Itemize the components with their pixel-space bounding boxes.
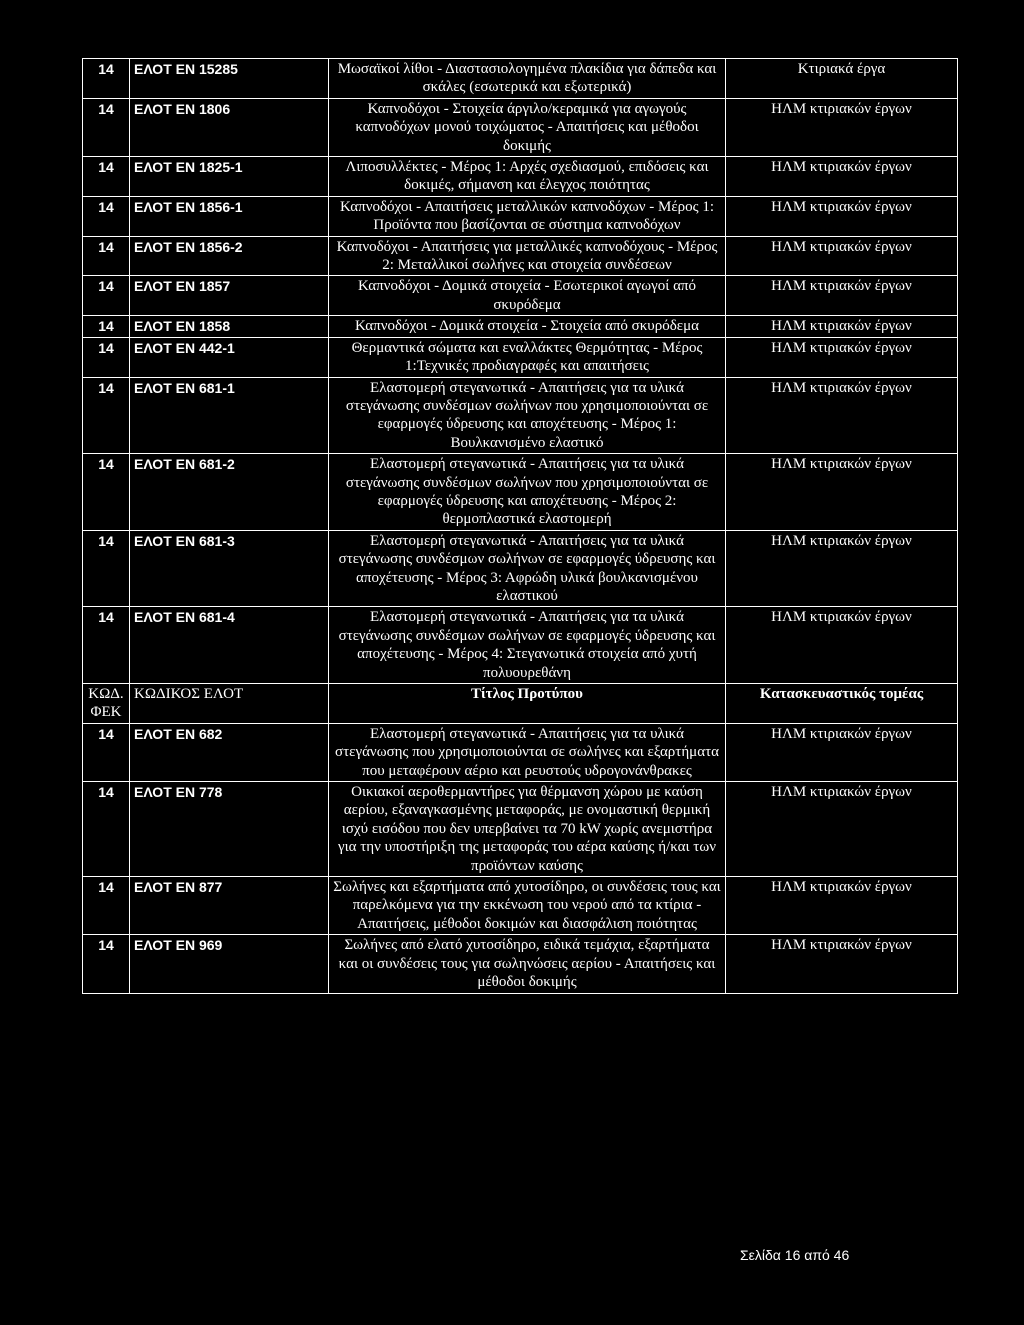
standards-table-header bbox=[83, 684, 958, 724]
row-code: ΕΛΟΤ ΕΝ 681-1 bbox=[130, 377, 329, 454]
table-row bbox=[83, 157, 958, 197]
row-code: ΕΛΟΤ ΕΝ 1825-1 bbox=[130, 157, 329, 197]
row-code: ΕΛΟΤ ΕΝ 682 bbox=[130, 723, 329, 781]
header-title: Τίτλος Προτύπου bbox=[329, 684, 726, 724]
row-sector: ΗΛΜ κτιριακών έργων bbox=[726, 337, 958, 377]
row-fek: 14 bbox=[83, 98, 130, 156]
row-code: ΕΛΟΤ ΕΝ 681-3 bbox=[130, 530, 329, 607]
row-title: Θερμαντικά σώματα και εναλλάκτες Θερμότητας - Μέρος 1:Τεχνικές προδιαγραφές και απαιτήσεις bbox=[329, 337, 726, 377]
row-fek: 14 bbox=[83, 157, 130, 197]
row-sector: ΗΛΜ κτιριακών έργων bbox=[726, 196, 958, 236]
row-sector: ΗΛΜ κτιριακών έργων bbox=[726, 454, 958, 531]
row-fek: 14 bbox=[83, 530, 130, 607]
table-row bbox=[83, 196, 958, 236]
row-code: ΕΛΟΤ ΕΝ 442-1 bbox=[130, 337, 329, 377]
row-fek: 14 bbox=[83, 782, 130, 877]
row-fek: 14 bbox=[83, 276, 130, 316]
row-code: ΕΛΟΤ ΕΝ 1856-2 bbox=[130, 236, 329, 276]
table-row bbox=[83, 337, 958, 377]
table-row bbox=[83, 782, 958, 877]
row-fek: 14 bbox=[83, 454, 130, 531]
header-sector: Κατασκευαστικός τομέας bbox=[726, 684, 958, 724]
row-code: ΕΛΟΤ ΕΝ 681-4 bbox=[130, 607, 329, 684]
table-row bbox=[83, 454, 958, 531]
row-sector: ΗΛΜ κτιριακών έργων bbox=[726, 607, 958, 684]
page-number: Σελίδα 16 από 46 bbox=[740, 1247, 850, 1263]
row-code: ΕΛΟΤ ΕΝ 681-2 bbox=[130, 454, 329, 531]
row-fek: 14 bbox=[83, 377, 130, 454]
row-title: Ελαστομερή στεγανωτικά - Απαιτήσεις για τα υλικά στεγάνωσης συνδέσμων σωλήνων που χρησιμοποιούνται σε εφαρμογές ύδρευσης και αποχέτευσης - Μέρος 1: Βουλκανισμένο ελαστικό bbox=[329, 377, 726, 454]
table-row bbox=[83, 276, 958, 316]
row-sector: ΗΛΜ κτιριακών έργων bbox=[726, 276, 958, 316]
row-title: Μωσαϊκοί λίθοι - Διαστασιολογημένα πλακίδια για δάπεδα και σκάλες (εσωτερικά και εξωτερικά) bbox=[329, 59, 726, 99]
row-sector: ΗΛΜ κτιριακών έργων bbox=[726, 935, 958, 993]
row-fek: 14 bbox=[83, 337, 130, 377]
standards-table bbox=[82, 58, 958, 994]
table-row bbox=[83, 59, 958, 99]
row-sector: Κτιριακά έργα bbox=[726, 59, 958, 99]
row-fek: 14 bbox=[83, 935, 130, 993]
header-code: ΚΩΔΙΚΟΣ ΕΛΟΤ bbox=[130, 684, 329, 724]
row-title: Καπνοδόχοι - Δομικά στοιχεία - Εσωτερικοί αγωγοί από σκυρόδεμα bbox=[329, 276, 726, 316]
row-title: Καπνοδόχοι - Απαιτήσεις μεταλλικών καπνοδόχων - Μέρος 1: Προϊόντα που βασίζονται σε σύστημα καπνοδόχων bbox=[329, 196, 726, 236]
table-row bbox=[83, 530, 958, 607]
row-code: ΕΛΟΤ ΕΝ 778 bbox=[130, 782, 329, 877]
row-title: Σωλήνες από ελατό χυτοσίδηρο, ειδικά τεμάχια, εξαρτήματα και οι συνδέσεις τους για σωληνώσεις αερίου - Απαιτήσεις και μέθοδοι δοκιμής bbox=[329, 935, 726, 993]
table-row bbox=[83, 607, 958, 684]
header-fek: ΚΩΔ. ΦΕΚ bbox=[83, 684, 130, 724]
row-title: Λιποσυλλέκτες - Μέρος 1: Αρχές σχεδιασμού, επιδόσεις και δοκιμές, σήμανση και έλεγχος ποιότητας bbox=[329, 157, 726, 197]
table-row bbox=[83, 236, 958, 276]
row-fek: 14 bbox=[83, 236, 130, 276]
row-code: ΕΛΟΤ ΕΝ 15285 bbox=[130, 59, 329, 99]
row-title: Ελαστομερή στεγανωτικά - Απαιτήσεις για τα υλικά στεγάνωσης που χρησιμοποιούνται σε σωλήνες και εξαρτήματα που μεταφέρουν αέριο και ρευστούς υδρογονάνθρακες bbox=[329, 723, 726, 781]
row-code: ΕΛΟΤ ΕΝ 1806 bbox=[130, 98, 329, 156]
row-fek: 14 bbox=[83, 59, 130, 99]
row-fek: 14 bbox=[83, 196, 130, 236]
table-row bbox=[83, 316, 958, 337]
row-sector: ΗΛΜ κτιριακών έργων bbox=[726, 236, 958, 276]
row-title: Ελαστομερή στεγανωτικά - Απαιτήσεις για τα υλικά στεγάνωσης συνδέσμων σωλήνων σε εφαρμογές ύδρευσης και αποχέτευσης - Μέρος 3: Αφρώδη υλικά βουλκανισμένου ελαστικού bbox=[329, 530, 726, 607]
table-row bbox=[83, 98, 958, 156]
row-sector: ΗΛΜ κτιριακών έργων bbox=[726, 316, 958, 337]
table-row bbox=[83, 377, 958, 454]
row-sector: ΗΛΜ κτιριακών έργων bbox=[726, 98, 958, 156]
row-code: ΕΛΟΤ ΕΝ 1858 bbox=[130, 316, 329, 337]
table-row bbox=[83, 935, 958, 993]
row-code: ΕΛΟΤ ΕΝ 969 bbox=[130, 935, 329, 993]
row-fek: 14 bbox=[83, 607, 130, 684]
row-title: Καπνοδόχοι - Δομικά στοιχεία - Στοιχεία από σκυρόδεμα bbox=[329, 316, 726, 337]
row-title: Οικιακοί αεροθερμαντήρες για θέρμανση χώρου με καύση αερίου, εξαναγκασμένης μεταφοράς, με ονομαστική θερμική ισχύ εισόδου που δεν υπερβαίνει τα 70 kW χωρίς ανεμιστήρα για την υποστήριξη της μεταφοράς του αέρα καύσης ή/και των προϊόντων καύσης bbox=[329, 782, 726, 877]
row-title: Ελαστομερή στεγανωτικά - Απαιτήσεις για τα υλικά στεγάνωσης συνδέσμων σωλήνων που χρησιμοποιούνται σε εφαρμογές ύδρευσης και αποχέτευσης - Μέρος 2: θερμοπλαστικά ελαστομερή bbox=[329, 454, 726, 531]
row-title: Ελαστομερή στεγανωτικά - Απαιτήσεις για τα υλικά στεγάνωσης συνδέσμων σωλήνων σε εφαρμογές ύδρευσης και αποχέτευσης - Μέρος 4: Στεγανωτικά στοιχεία από χυτή πολυουρεθάνη bbox=[329, 607, 726, 684]
row-code: ΕΛΟΤ ΕΝ 1857 bbox=[130, 276, 329, 316]
row-sector: ΗΛΜ κτιριακών έργων bbox=[726, 157, 958, 197]
row-title: Καπνοδόχοι - Στοιχεία άργιλο/κεραμικά για αγωγούς καπνοδόχων μονού τοιχώματος - Απαιτήσεις και μέθοδοι δοκιμής bbox=[329, 98, 726, 156]
row-sector: ΗΛΜ κτιριακών έργων bbox=[726, 377, 958, 454]
row-fek: 14 bbox=[83, 723, 130, 781]
row-title: Καπνοδόχοι - Απαιτήσεις για μεταλλικές καπνοδόχους - Μέρος 2: Μεταλλικοί σωλήνες και στοιχεία συνδέσεων bbox=[329, 236, 726, 276]
row-sector: ΗΛΜ κτιριακών έργων bbox=[726, 723, 958, 781]
row-sector: ΗΛΜ κτιριακών έργων bbox=[726, 877, 958, 935]
table-row bbox=[83, 877, 958, 935]
row-sector: ΗΛΜ κτιριακών έργων bbox=[726, 782, 958, 877]
table-header-row bbox=[83, 684, 958, 724]
standards-table-top bbox=[83, 59, 958, 684]
row-code: ΕΛΟΤ ΕΝ 1856-1 bbox=[130, 196, 329, 236]
row-fek: 14 bbox=[83, 316, 130, 337]
row-title: Σωλήνες και εξαρτήματα από χυτοσίδηρο, οι συνδέσεις τους και παρελκόμενα για την εκκένωση του νερού από τα κτίρια - Απαιτήσεις, μέθοδοι δοκιμών και διασφάλιση ποιότητας bbox=[329, 877, 726, 935]
row-sector: ΗΛΜ κτιριακών έργων bbox=[726, 530, 958, 607]
standards-table-bottom bbox=[83, 723, 958, 993]
row-fek: 14 bbox=[83, 877, 130, 935]
row-code: ΕΛΟΤ ΕΝ 877 bbox=[130, 877, 329, 935]
table-row bbox=[83, 723, 958, 781]
